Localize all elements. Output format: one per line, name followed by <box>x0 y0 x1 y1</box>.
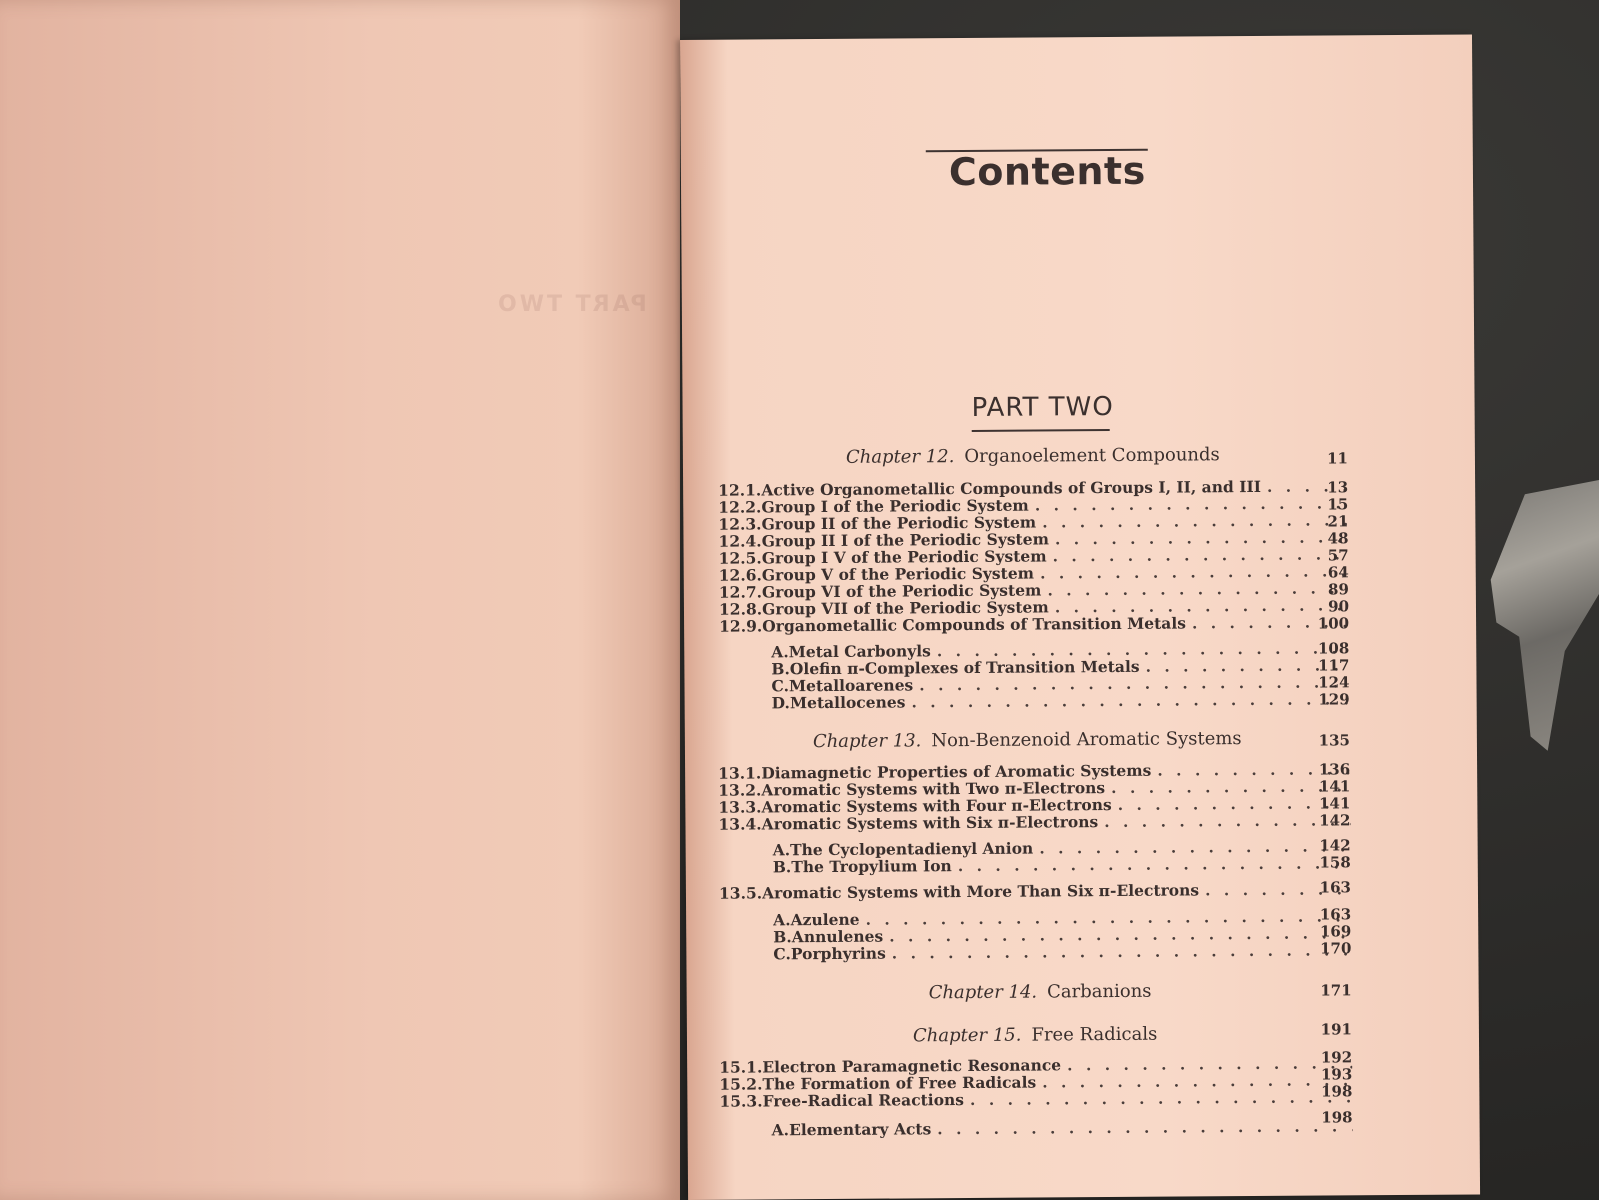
entry-letter: B. <box>773 927 792 947</box>
show-through-text: PART TWO <box>495 292 647 317</box>
entry-number: 12.2. <box>718 497 762 517</box>
entry-label: Olefin π-Complexes of Transition Metals <box>789 656 1140 679</box>
entry-label: Azulene <box>790 909 860 930</box>
entry-letter: C. <box>771 676 790 696</box>
entry-label: The Cyclopentadienyl Anion <box>790 838 1034 860</box>
entry-label: Annulenes <box>791 926 884 947</box>
entry-letter: B. <box>772 857 792 877</box>
entry-page-number: 108 <box>1317 639 1350 658</box>
entry-page-number: 117 <box>1318 656 1350 675</box>
entry-page-number: 170 <box>1319 939 1352 958</box>
entry-number: 12.8. <box>718 599 763 619</box>
entry-page-number: 141 <box>1318 777 1351 796</box>
leader-dots <box>970 1087 1353 1109</box>
entry-label: Metallocenes <box>789 692 906 713</box>
entry-number: 13.2. <box>718 780 762 800</box>
entry-page-number: 142 <box>1319 811 1351 830</box>
entry-number: 15.3. <box>719 1091 763 1111</box>
chapter-page-number: 191 <box>1320 1020 1352 1039</box>
entry-letter: A. <box>771 1120 790 1140</box>
entry-number: 13.3. <box>718 797 762 817</box>
entry-number: 13.4. <box>718 814 762 834</box>
entry-label: The Formation of Free Radicals <box>762 1072 1037 1094</box>
entry-number: 13.1. <box>718 763 762 783</box>
entry-number: 12.7. <box>718 582 763 602</box>
toc-entry <box>718 810 1350 834</box>
entry-number: 13.5. <box>718 883 763 903</box>
leader-dots <box>892 940 1352 962</box>
entry-label: Group I of the Periodic System <box>761 495 1029 517</box>
chapter-title: Organoelement Compounds <box>964 444 1220 468</box>
chapter-page-number: 135 <box>1318 731 1350 750</box>
entry-number: 12.5. <box>718 548 762 568</box>
entry-label: Group I V of the Periodic System <box>761 546 1047 568</box>
leader-dots <box>958 853 1351 875</box>
entry-page-number: 198 <box>1321 1108 1353 1127</box>
entry-page-number: 124 <box>1318 673 1350 692</box>
entry-letter: B. <box>771 659 790 679</box>
chapter-title: Free Radicals <box>1031 1023 1158 1046</box>
toc-entry <box>719 1087 1352 1111</box>
entry-page-number: 163 <box>1319 905 1352 924</box>
entry-label: Diamagnetic Properties of Aromatic Systems <box>761 760 1152 783</box>
entry-label: Aromatic Systems with Six π-Electrons <box>761 812 1099 834</box>
toc-subentry <box>771 689 1350 713</box>
entry-page-number: 142 <box>1319 836 1351 855</box>
entry-page-number: 90 <box>1328 597 1350 616</box>
entry-label: Metal Carbonyls <box>788 641 931 662</box>
chapter-title: Non-Benzenoid Aromatic Systems <box>931 728 1242 752</box>
entry-page-number: 100 <box>1317 614 1350 633</box>
entry-label: Aromatic Systems with Four π-Electrons <box>761 795 1112 817</box>
entry-label: Group II of the Periodic System <box>761 512 1037 534</box>
entry-label: Electron Paramagnetic Resonance <box>762 1055 1062 1077</box>
entry-label: The Tropylium Ion <box>791 856 952 877</box>
entry-page-number: 198 <box>1320 1082 1353 1101</box>
entry-page-number: 21 <box>1327 512 1349 531</box>
left-page <box>0 0 680 1200</box>
leader-dots <box>937 1116 1352 1138</box>
chapter-label: Chapter 14. <box>928 981 1038 1004</box>
chapter-label: Chapter 12. <box>845 446 955 468</box>
entry-page-number: 158 <box>1319 853 1351 872</box>
chapter-heading-13 <box>813 728 1242 752</box>
entry-number: 15.1. <box>719 1057 763 1077</box>
toc-entry <box>718 879 1351 903</box>
entry-label: Aromatic Systems with More Than Six π-Electrons <box>762 880 1200 903</box>
entry-page-number: 64 <box>1327 563 1349 582</box>
chapter-title: Carbanions <box>1047 980 1152 1003</box>
contents-heading: Contents <box>948 148 1146 195</box>
entry-number: 12.3. <box>718 514 762 534</box>
chapter-page-number: 171 <box>1320 981 1352 1000</box>
entry-page-number: 136 <box>1318 760 1351 779</box>
toc-subentry <box>772 853 1351 877</box>
entry-page-number: 169 <box>1319 922 1352 941</box>
entry-page-number: 15 <box>1327 495 1349 514</box>
table-of-contents <box>680 34 1480 1200</box>
entry-label: Aromatic Systems with Two π-Electrons <box>761 778 1106 800</box>
entry-page-number: 48 <box>1327 529 1349 548</box>
entry-letter: C. <box>773 944 791 964</box>
entry-page-number: 193 <box>1320 1065 1353 1084</box>
entry-number: 12.6. <box>718 565 762 585</box>
entry-letter: D. <box>771 693 790 713</box>
entry-label: Free-Radical Reactions <box>762 1090 965 1111</box>
entry-number: 12.1. <box>718 480 762 500</box>
right-page <box>680 34 1480 1200</box>
entry-page-number: 129 <box>1318 690 1350 709</box>
entry-label: Elementary Acts <box>788 1119 932 1140</box>
toc-subentry <box>773 940 1351 964</box>
entry-number: 15.2. <box>719 1074 763 1094</box>
toc-entry <box>719 612 1349 636</box>
entry-page-number: 13 <box>1327 478 1349 497</box>
entry-label: Metalloarenes <box>788 675 914 696</box>
toc-subentry <box>771 1116 1353 1140</box>
entry-label: Group II I of the Periodic System <box>761 529 1049 551</box>
entry-number: 12.4. <box>718 531 762 551</box>
entry-page-number: 89 <box>1327 580 1349 599</box>
chapter-page-number: 11 <box>1326 449 1348 468</box>
chapter-label: Chapter 15. <box>912 1024 1022 1047</box>
entry-label: Porphyrins <box>790 943 886 964</box>
entry-label: Organometallic Compounds of Transition Metals <box>762 613 1186 636</box>
entry-label: Group VI of the Periodic System <box>761 580 1042 602</box>
entry-page-number: 57 <box>1327 546 1349 565</box>
leader-dots <box>911 689 1349 711</box>
entry-letter: A. <box>773 910 791 930</box>
entry-number: 12.9. <box>719 616 763 636</box>
entry-page-number: 192 <box>1320 1048 1353 1067</box>
entry-letter: A. <box>772 840 791 860</box>
entry-page-number: 141 <box>1318 794 1351 813</box>
entry-letter: A. <box>771 642 789 662</box>
chapter-heading-12 <box>846 444 1220 468</box>
chapter-label: Chapter 13. <box>812 730 922 753</box>
chapter-heading-15 <box>913 1024 1158 1047</box>
part-heading: PART TWO <box>971 391 1114 423</box>
entry-label: Active Organometallic Compounds of Groups I, II, and III <box>761 476 1262 500</box>
entry-page-number: 163 <box>1319 878 1351 897</box>
chapter-heading-14 <box>929 981 1152 1004</box>
entry-label: Group VII of the Periodic System <box>762 597 1049 619</box>
entry-label: Group V of the Periodic System <box>761 563 1035 585</box>
